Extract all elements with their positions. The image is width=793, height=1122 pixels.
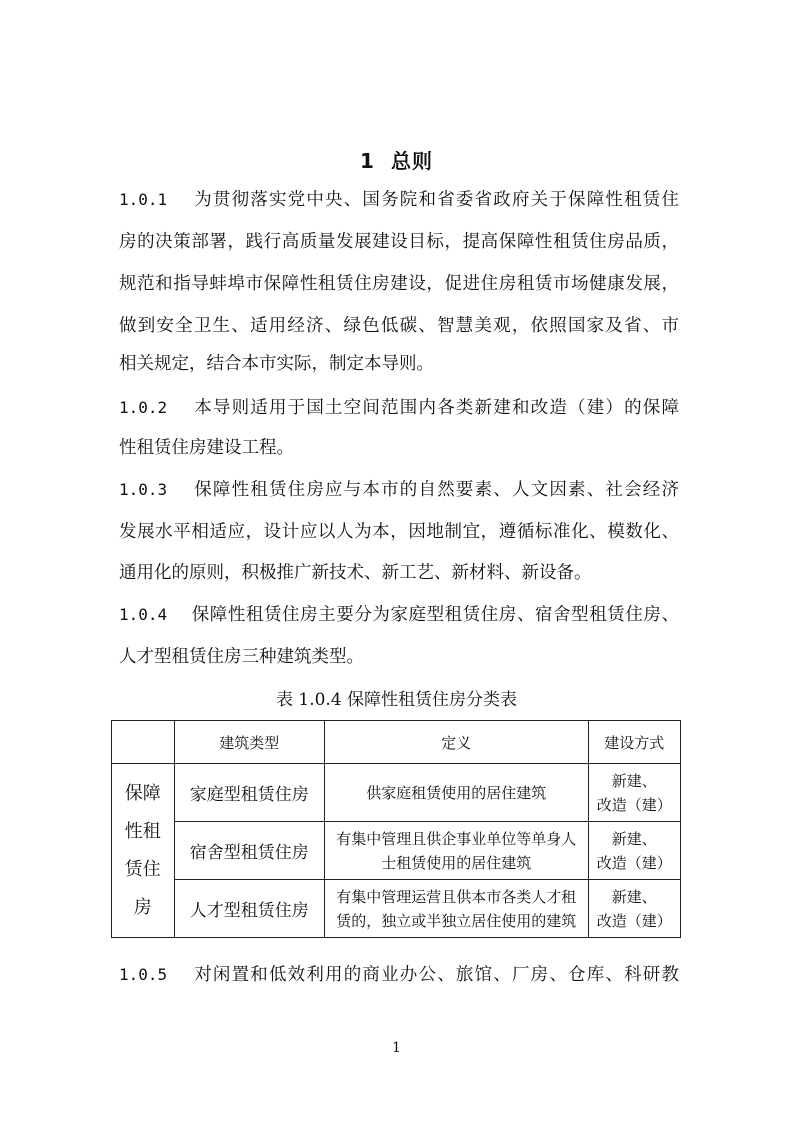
clause-1-0-4-line-1: [119, 603, 679, 627]
page-number: 1: [392, 1040, 401, 1056]
definition-cell: [325, 880, 589, 938]
method-line: 新建、: [611, 829, 657, 848]
header-cell-empty: [112, 721, 175, 764]
definition-line: 有集中管理运营且供本市各类人才租: [336, 887, 577, 906]
chapter-title: [0, 145, 793, 174]
definition-line: 供家庭租赁使用的居住建筑: [366, 783, 547, 802]
clause-1-0-4-line-2: 人才型租赁住房三种建筑类型。: [119, 647, 364, 667]
classification-table: [111, 720, 681, 938]
method-line: 改造（建）: [596, 853, 672, 872]
building-type-cell: 宿舍型租赁住房: [174, 822, 324, 880]
clause-1-0-2-line-2: 性租赁住房建设工程。: [119, 438, 294, 458]
category-line: 房: [133, 896, 152, 918]
category-line: 赁住: [124, 858, 161, 880]
clause-text: 对闲置和低效利用的商业办公、旅馆、厂房、仓库、科研教: [194, 965, 679, 985]
table-row: [112, 822, 681, 880]
method-cell: [588, 764, 680, 822]
clause-1-0-3-line-2: 发展水平相适应，设计应以人为本，因地制宜，遵循标准化、模数化、: [119, 522, 679, 542]
table-row: [112, 764, 681, 822]
table-caption: 表 1.0.4 保障性租赁住房分类表: [275, 690, 518, 710]
header-cell-building-type: 建筑类型: [174, 721, 324, 764]
clause-1-0-3-line-3: 通用化的原则，积极推广新技术、新工艺、新材料、新设备。: [119, 563, 592, 583]
method-cell: [588, 822, 680, 880]
method-line: 改造（建）: [596, 795, 672, 814]
clause-1-0-1-line-1: [119, 188, 679, 212]
clause-number: 1.0.1: [119, 190, 168, 209]
clause-text: 本导则适用于国土空间范围内各类新建和改造（建）的保障: [194, 398, 679, 418]
category-line: 性租: [124, 820, 161, 842]
clause-1-0-1-line-3: 规范和指导蚌埠市保障性租赁住房建设，促进住房租赁市场健康发展，: [119, 274, 679, 294]
clause-text: 保障性租赁住房主要分为家庭型租赁住房、宿舍型租赁住房、: [191, 605, 679, 625]
clause-number: 1.0.3: [119, 480, 168, 499]
definition-cell: [325, 764, 589, 822]
method-line: 新建、: [611, 887, 657, 906]
table-header-row: [112, 721, 681, 764]
clause-1-0-1-line-4: 做到安全卫生、适用经济、绿色低碳、智慧美观，依照国家及省、市: [119, 316, 679, 336]
clause-text: 为贯彻落实党中央、国务院和省委省政府关于保障性租赁住: [194, 190, 679, 210]
header-cell-definition: 定义: [325, 721, 589, 764]
building-type-cell: 人才型租赁住房: [174, 880, 324, 938]
clause-1-0-1-line-2: 房的决策部署，践行高质量发展建设目标，提高保障性租赁住房品质，: [119, 232, 679, 252]
clause-text: 保障性租赁住房应与本市的自然要素、人文因素、社会经济: [194, 480, 679, 500]
category-line: 保障: [124, 782, 161, 804]
clause-1-0-3-line-1: [119, 478, 679, 502]
clause-1-0-2-line-1: [119, 396, 679, 420]
chapter-title-text: 总则: [390, 149, 433, 173]
method-line: 新建、: [611, 771, 657, 790]
category-cell: [112, 764, 175, 938]
clause-1-0-1-line-5: 相关规定，结合本市实际，制定本导则。: [119, 354, 434, 374]
clause-number: 1.0.2: [119, 398, 168, 417]
method-line: 改造（建）: [596, 911, 672, 930]
building-type-cell: 家庭型租赁住房: [174, 764, 324, 822]
method-cell: [588, 880, 680, 938]
definition-line: 士租赁使用的居住建筑: [381, 853, 532, 872]
definition-line: 赁的，独立或半独立居住使用的建筑: [336, 911, 577, 930]
definition-line: 有集中管理且供企事业单位等单身人: [336, 829, 577, 848]
clause-number: 1.0.5: [119, 965, 168, 984]
clause-number: 1.0.4: [119, 605, 168, 624]
table-row: [112, 880, 681, 938]
clause-1-0-5-line-1: [119, 963, 679, 987]
definition-cell: [325, 822, 589, 880]
header-cell-construction-method: 建设方式: [588, 721, 680, 764]
chapter-number: 1: [360, 149, 375, 173]
